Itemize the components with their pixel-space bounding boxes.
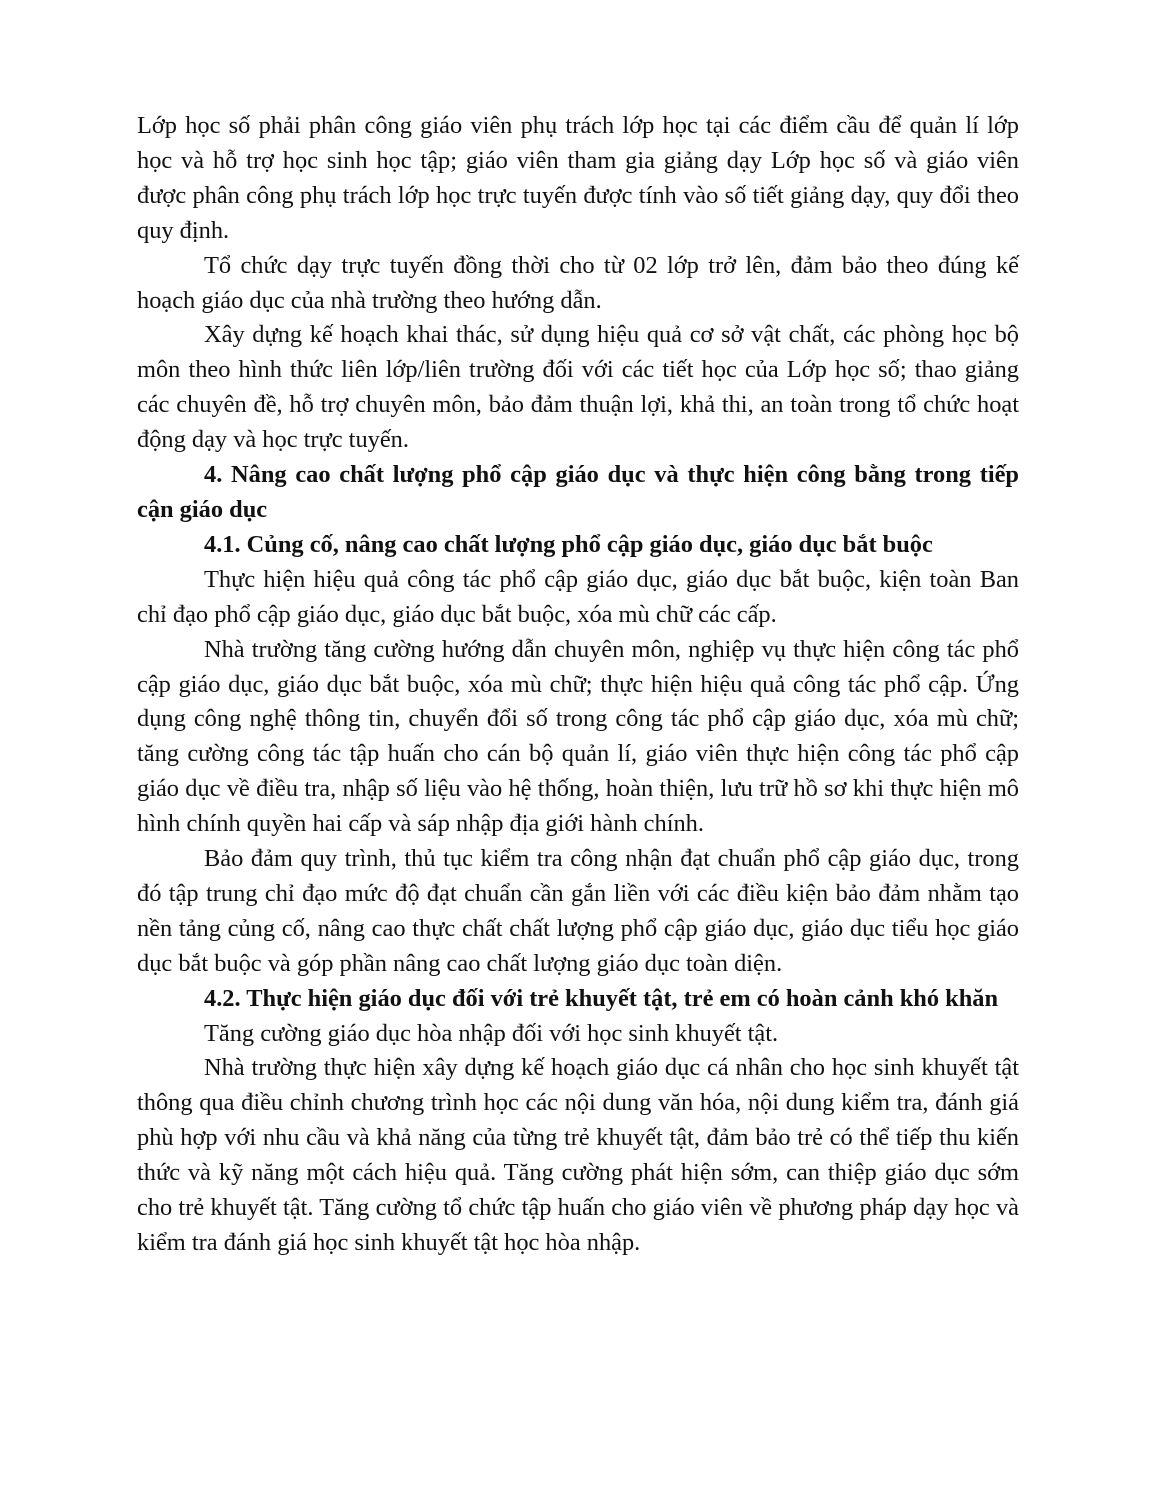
section-heading-4: 4. Nâng cao chất lượng phổ cập giáo dục và thực hiện công bằng trong tiếp cận giáo dục <box>137 461 1019 523</box>
paragraph-individual-plan: Nhà trường thực hiện xây dựng kế hoạch giáo dục cá nhân cho học sinh khuyết tật thông qua điều chỉnh chương trình học các nội dung văn hóa, nội dung kiểm tra, đánh giá phù hợp với nhu cầu và khả năng của từng trẻ khuyết tật, đảm bảo trẻ có thể tiếp thu kiến thức và kỹ năng một cách hiệu quả. Tăng cường phát hiện sớm, can thiệp giáo dục sớm cho trẻ khuyết tật. Tăng cường tổ chức tập huấn cho giáo viên về phương pháp dạy học và kiểm tra đánh giá học sinh khuyết tật học hòa nhập. <box>137 1054 1019 1256</box>
paragraph-universal-education: Thực hiện hiệu quả công tác phổ cập giáo dục, giáo dục bắt buộc, kiện toàn Ban chỉ đạo phổ cập giáo dục, giáo dục bắt buộc, xóa mù chữ các cấp. <box>137 565 1019 628</box>
paragraph-continuation: Lớp học số phải phân công giáo viên phụ trách lớp học tại các điểm cầu để quản lí lớp học và hỗ trợ học sinh học tập; giáo viên tham gia giảng dạy Lớp học số và giáo viên được phân công phụ trách lớp học trực tuyến được tính vào số tiết giảng dạy, quy đổi theo quy định. <box>137 112 1019 244</box>
paragraph-facilities-plan: Xây dựng kế hoạch khai thác, sử dụng hiệu quả cơ sở vật chất, các phòng học bộ môn theo hình thức liên lớp/liên trường đối với các tiết học của Lớp học số; thao giảng các chuyên đề, hỗ trợ chuyên môn, bảo đảm thuận lợi, khả thi, an toàn trong tổ chức hoạt động dạy và học trực tuyến. <box>137 321 1019 454</box>
paragraph-online-teaching: Tổ chức dạy trực tuyến đồng thời cho từ 02 lớp trở lên, đảm bảo theo đúng kế hoạch giáo dục của nhà trường theo hướng dẫn. <box>137 251 1019 314</box>
section-heading-4-1: 4.1. Củng cố, nâng cao chất lượng phổ cập giáo dục, giáo dục bắt buộc <box>204 530 933 558</box>
paragraph-professional-guidance: Nhà trường tăng cường hướng dẫn chuyên môn, nghiệp vụ thực hiện công tác phổ cập giáo dục, giáo dục bắt buộc, xóa mù chữ; thực hiện hiệu quả công tác phổ cập. Ứng dụng công nghệ thông tin, chuyển đổi số trong công tác phổ cập giáo dục, xóa mù chữ; tăng cường công tác tập huấn cho cán bộ quản lí, giáo viên thực hiện công tác phổ cập giáo dục về điều tra, nhập số liệu vào hệ thống, hoàn thiện, lưu trữ hồ sơ khi thực hiện mô hình chính quyền hai cấp và sáp nhập địa giới hành chính. <box>137 635 1019 838</box>
paragraph-inclusive-education: Tăng cường giáo dục hòa nhập đối với học sinh khuyết tật. <box>204 1019 779 1047</box>
paragraph-standard-recognition: Bảo đảm quy trình, thủ tục kiểm tra công nhận đạt chuẩn phổ cập giáo dục, trong đó tập trung chỉ đạo mức độ đạt chuẩn cần gắn liền với các điều kiện bảo đảm nhằm tạo nền tảng củng cố, nâng cao thực chất chất lượng phổ cập giáo dục, giáo dục tiểu học giáo dục bắt buộc và góp phần nâng cao chất lượng giáo dục toàn diện. <box>137 845 1019 977</box>
section-heading-4-2: 4.2. Thực hiện giáo dục đối với trẻ khuyết tật, trẻ em có hoàn cảnh khó khăn <box>204 984 999 1012</box>
document-page <box>137 109 1019 1261</box>
